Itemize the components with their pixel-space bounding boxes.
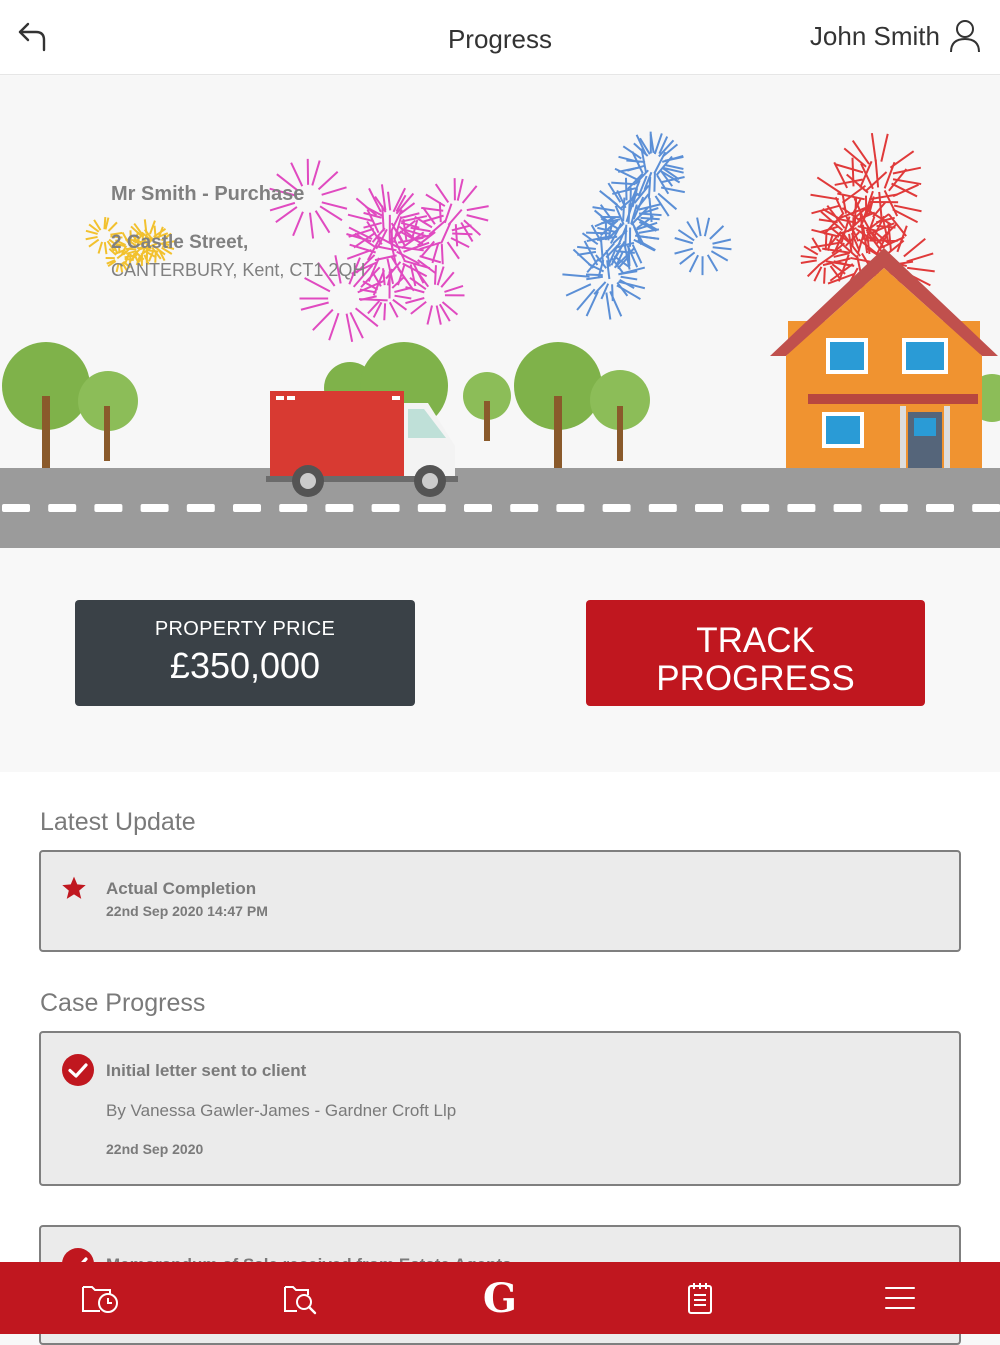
page-title: Progress: [0, 24, 1000, 55]
address-line-2: CANTERBURY, Kent, CT1 2QH: [111, 260, 365, 281]
nav-search-document[interactable]: [200, 1262, 400, 1334]
user-name: John Smith: [810, 21, 940, 52]
progress-item-card[interactable]: [39, 1031, 961, 1186]
home-logo: G: [483, 1275, 517, 1322]
latest-update-heading: Latest Update: [40, 808, 196, 837]
delivery-truck: [266, 391, 458, 497]
nav-notes[interactable]: [600, 1262, 800, 1334]
case-progress-heading: Case Progress: [40, 989, 205, 1018]
track-progress-line2: PROGRESS: [586, 660, 925, 698]
progress-item-title: Initial letter sent to client: [106, 1061, 306, 1081]
latest-update-date: 22nd Sep 2020 14:47 PM: [106, 903, 268, 919]
hero-illustration: [0, 76, 1000, 548]
track-progress-button[interactable]: [586, 600, 925, 706]
progress-item-date: 22nd Sep 2020: [106, 1141, 203, 1157]
user-icon: [948, 18, 982, 54]
property-price-label: PROPERTY PRICE: [75, 618, 415, 641]
latest-update-title: Actual Completion: [106, 879, 256, 899]
bottom-navigation: [0, 1262, 1000, 1334]
house: [770, 248, 998, 471]
address-line-1: 2 Castle Street,: [111, 232, 248, 254]
star-icon: [61, 875, 87, 901]
updates-section[interactable]: [0, 772, 1000, 1262]
property-price-value: £350,000: [75, 645, 415, 687]
nav-menu[interactable]: [800, 1262, 1000, 1334]
nav-case-timeline[interactable]: [0, 1262, 200, 1334]
nav-home[interactable]: [400, 1262, 600, 1334]
latest-update-card[interactable]: [39, 850, 961, 952]
track-progress-line1: TRACK: [586, 622, 925, 660]
top-bar: [0, 0, 1000, 75]
menu-icon: [884, 1284, 916, 1312]
firework-blue: [562, 132, 731, 320]
case-title: Mr Smith - Purchase: [111, 183, 304, 206]
search-document-icon: [281, 1281, 319, 1315]
property-price-box: [75, 600, 415, 706]
user-menu[interactable]: [810, 18, 982, 54]
check-circle-icon: [61, 1053, 95, 1087]
case-timeline-icon: [80, 1281, 120, 1315]
notes-icon: [686, 1281, 714, 1315]
moving-scene-illustration: [0, 76, 1000, 548]
progress-item-author: By Vanessa Gawler-James - Gardner Croft Llp: [106, 1101, 456, 1121]
